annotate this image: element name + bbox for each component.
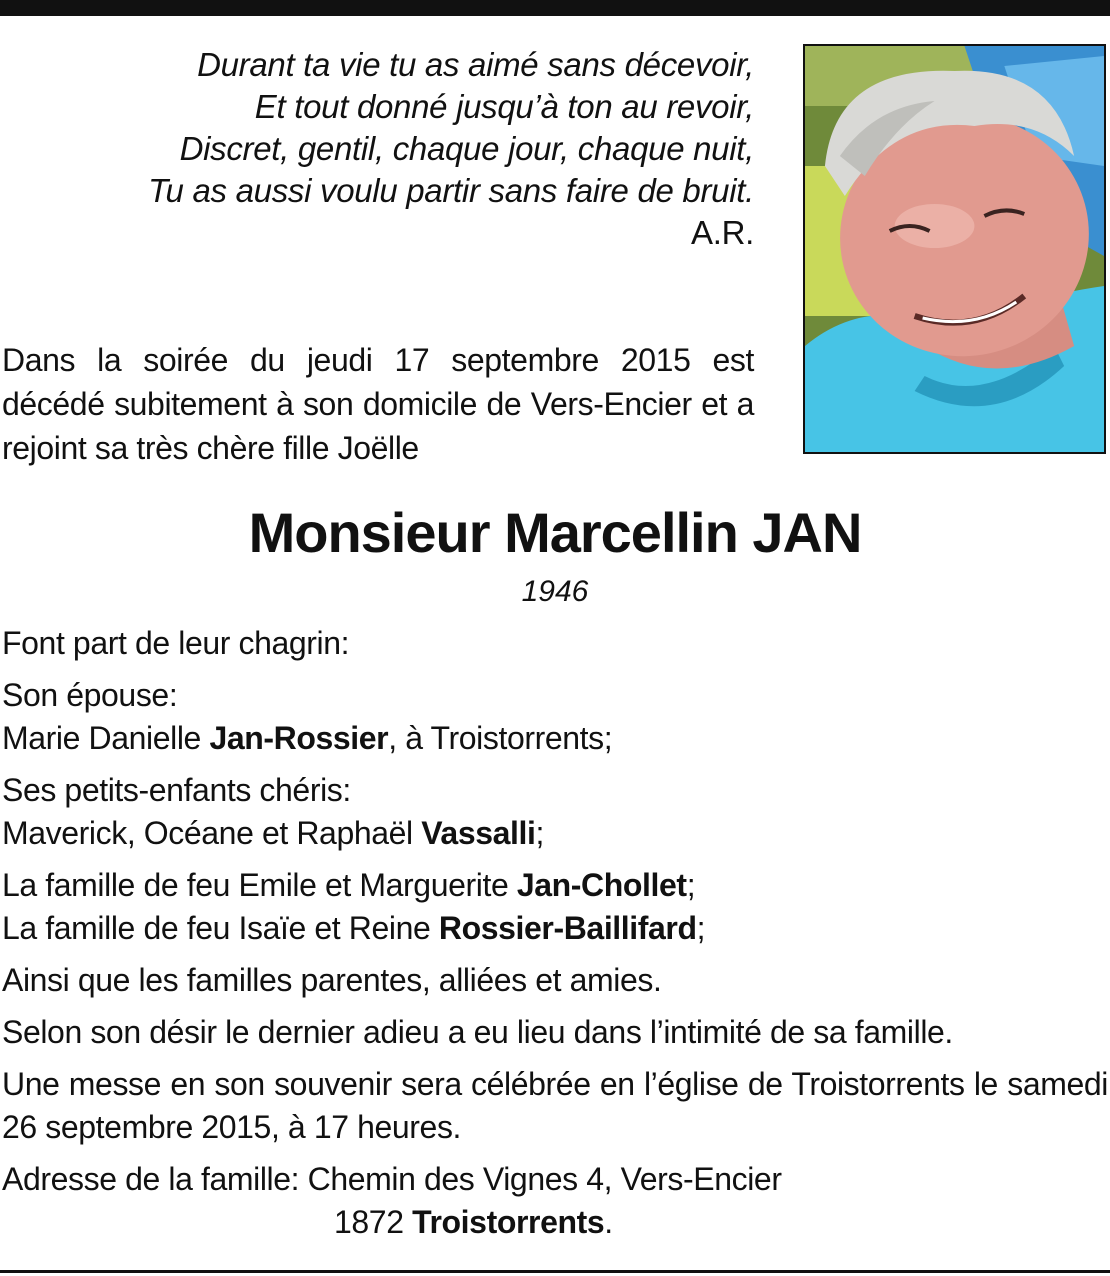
portrait-icon [805,46,1104,452]
address-town-line [2,1201,1108,1244]
address-postcode: 1872 [334,1204,413,1240]
family2-rest: ; [696,910,706,946]
family1-rest: ; [686,867,696,903]
families-block [2,864,1108,950]
announcement-body [2,622,1108,1253]
spouse-rest: , à Troistorrents; [388,720,613,756]
poem-line: Et tout donné jusqu’à ton au revoir, [254,88,754,125]
grandchildren-label: Ses petits-enfants chéris: [2,772,351,808]
family1-surname: Jan-Chollet [516,867,687,903]
poem-line: Tu as aussi voulu partir sans faire de bruit. [148,172,754,209]
poem-line: Discret, gentil, chaque jour, chaque nuit, [179,130,754,167]
grandchildren-block [2,769,1108,855]
grandchildren-surname: Vassalli [421,815,536,851]
others-line: Ainsi que les familles parentes, alliées et amies. [2,962,662,998]
poem [40,44,754,254]
mass-paragraph: Une messe en son souvenir sera célébrée en l’église de Troistorrents le samedi 26 septembre 2015, à 17 heures. [2,1066,1108,1145]
birth-year: 1946 [521,575,589,608]
spouse-surname: Jan-Rossier [209,720,389,756]
poem-author: A.R. [691,214,754,251]
portrait-photo [803,44,1106,454]
announce-line: Font part de leur chagrin: [2,625,350,661]
address-town: Troistorrents [412,1204,605,1240]
bottom-rule [0,1270,1110,1273]
grandchildren-given: Maverick, Océane et Raphaël [2,815,422,851]
spouse-label: Son épouse: [2,677,178,713]
intro-paragraph: Dans la soirée du jeudi 17 septembre 2015 est décédé subitement à son domicile de Vers-Encier et a rejoint sa très chère fille Joëlle [2,342,754,466]
spouse-block [2,674,1108,760]
top-rule [0,0,1110,16]
grandchildren-rest: ; [535,815,544,851]
deceased-name: Monsieur Marcellin JAN [248,501,862,564]
family2-text: La famille de feu Isaïe et Reine [2,910,439,946]
family2-surname: Rossier-Baillifard [438,910,697,946]
family1-text: La famille de feu Emile et Marguerite [2,867,517,903]
address-block [2,1158,1108,1244]
poem-line: Durant ta vie tu as aimé sans décevoir, [197,46,754,83]
farewell-line: Selon son désir le dernier adieu a eu lieu dans l’intimité de sa famille. [2,1014,953,1050]
address-line: Adresse de la famille: Chemin des Vignes 4, Vers-Encier [2,1161,782,1197]
spouse-given: Marie Danielle [2,720,210,756]
address-end: . [604,1204,613,1240]
